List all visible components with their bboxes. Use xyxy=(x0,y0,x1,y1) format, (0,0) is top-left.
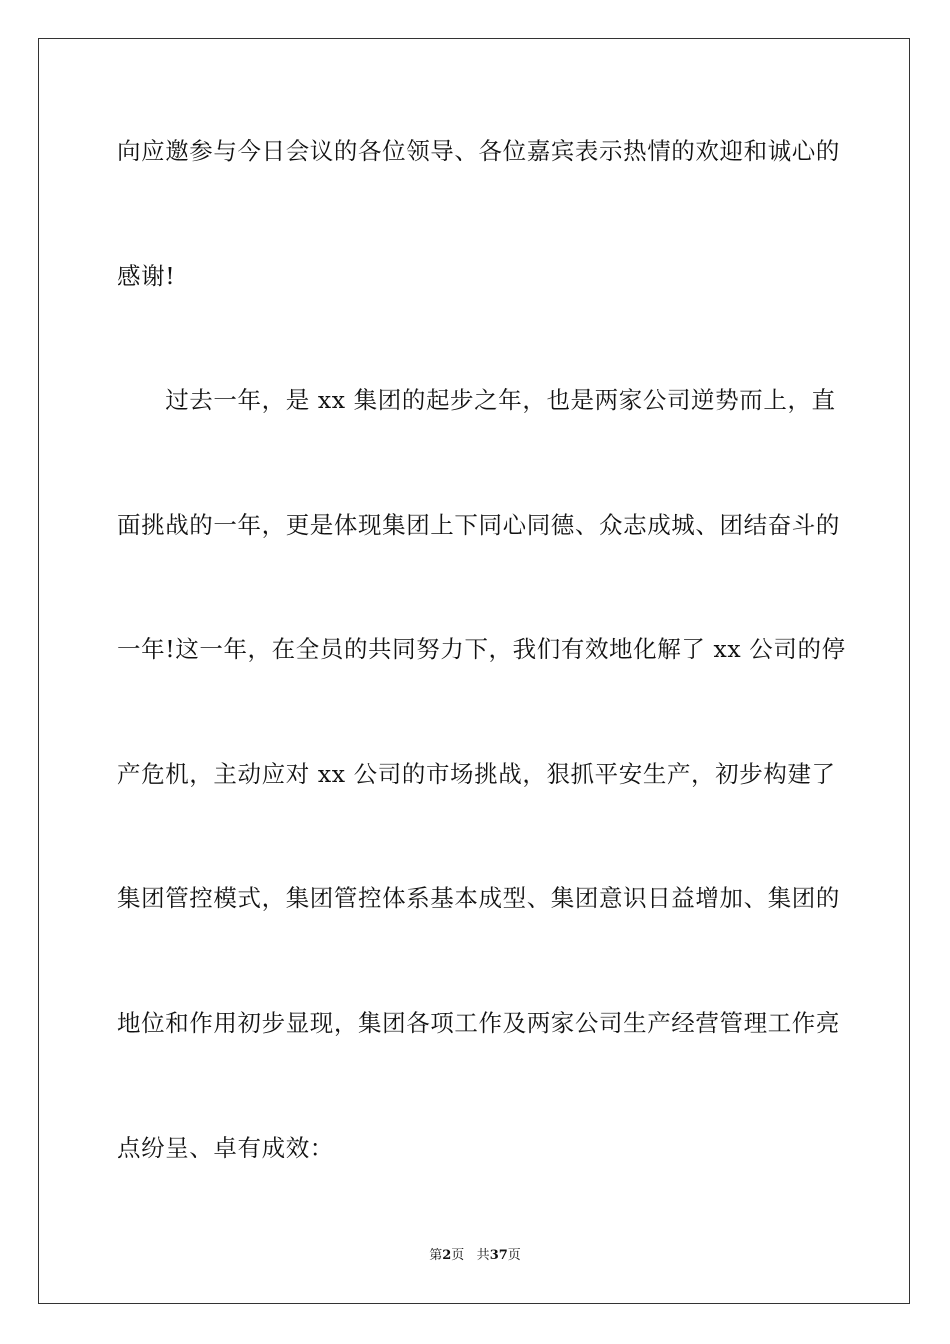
body-text-line-9: 点纷呈、卓有成效： xyxy=(117,1134,334,1162)
page-footer xyxy=(0,1247,950,1265)
footer-page-number: 2 xyxy=(442,1248,452,1263)
body-text-line-6: 产危机，主动应对 xx 公司的市场挑战，狠抓平安生产，初步构建了 xyxy=(117,760,836,788)
body-text-line-4: 面挑战的一年，更是体现集团上下同心同德、众志成城、团结奋斗的 xyxy=(117,511,840,539)
footer-total-prefix: 共 xyxy=(476,1248,490,1263)
footer-total-pages: 37 xyxy=(489,1248,508,1263)
body-text-line-7: 集团管控模式，集团管控体系基本成型、集团意识日益增加、集团的 xyxy=(117,884,840,912)
body-text-line-8: 地位和作用初步显现，集团各项工作及两家公司生产经营管理工作亮 xyxy=(117,1009,840,1037)
footer-page-suffix: 页 xyxy=(451,1248,465,1263)
body-text-line-3: 过去一年，是 xx 集团的起步之年，也是两家公司逆势而上，直 xyxy=(117,386,836,414)
body-text-line-5: 一年!这一年，在全员的共同努力下，我们有效地化解了 xx 公司的停 xyxy=(117,635,846,663)
footer-page-prefix: 第 xyxy=(429,1248,443,1263)
body-text-line-2: 感谢! xyxy=(117,262,176,290)
footer-gap xyxy=(464,1248,476,1263)
page-border xyxy=(38,38,910,1304)
footer-total-suffix: 页 xyxy=(507,1248,521,1263)
body-text-line-1: 向应邀参与今日会议的各位领导、各位嘉宾表示热情的欢迎和诚心的 xyxy=(117,137,840,165)
